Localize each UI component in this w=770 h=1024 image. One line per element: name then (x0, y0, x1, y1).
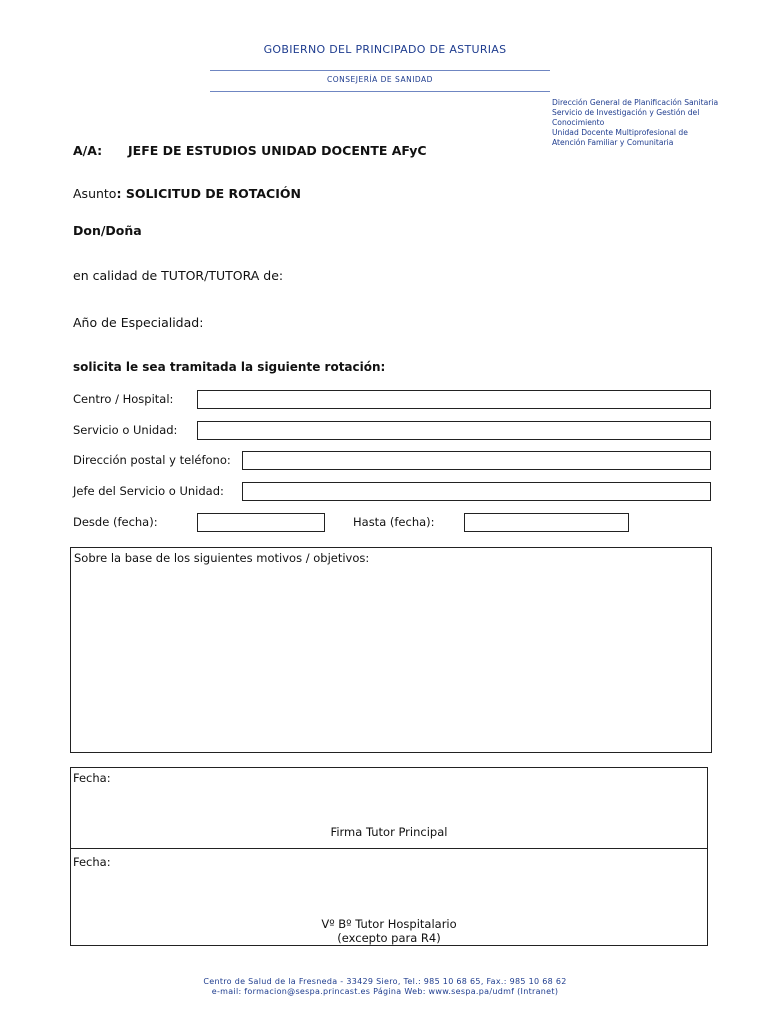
tutor-line: en calidad de TUTOR/TUTORA de: (73, 268, 284, 283)
addressee (73, 143, 427, 158)
footer (0, 977, 770, 997)
header-rule-top (210, 70, 550, 71)
specialty-year: Año de Especialidad: (73, 315, 204, 330)
address-label: Dirección postal y teléfono: (73, 453, 231, 467)
subject-value: : SOLICITUD DE ROTACIÓN (116, 186, 301, 201)
signatures-box (70, 767, 708, 946)
service-label: Servicio o Unidad: (73, 423, 178, 437)
footer-address: Centro de Salud de la Fresneda - 33429 Siero, Tel.: 985 10 68 65, Fax.: 985 10 68 62 (203, 977, 567, 986)
addressee-prefix: A/A: (73, 143, 103, 158)
direction-line: Unidad Docente Multiprofesional de (552, 128, 688, 137)
tutor-principal-signature: Firma Tutor Principal (330, 825, 448, 839)
department-title: CONSEJERÍA DE SANIDAD (327, 75, 433, 84)
tutor-hospital-signature: Vº Bº Tutor Hospitalario (321, 917, 457, 931)
service-input[interactable] (197, 421, 711, 440)
address-input[interactable] (242, 451, 711, 470)
center-label: Centro / Hospital: (73, 392, 174, 406)
motives-label: Sobre la base de los siguientes motivos / objetivos: (74, 551, 370, 565)
government-title: GOBIERNO DEL PRINCIPADO DE ASTURIAS (263, 43, 507, 56)
direction-line: Atención Familiar y Comunitaria (552, 138, 674, 147)
motives-textarea[interactable] (70, 547, 712, 753)
subject-line (73, 186, 301, 201)
footer-contact: e-mail: formacion@sespa.princast.es Página Web: www.sespa.pa/udmf (Intranet) (211, 987, 559, 996)
to-date-label: Hasta (fecha): (353, 515, 435, 529)
head-label: Jefe del Servicio o Unidad: (73, 484, 224, 498)
signatures-divider (71, 848, 707, 849)
subject-label: Asunto (73, 186, 117, 201)
from-date-input[interactable] (197, 513, 325, 532)
request-heading: solicita le sea tramitada la siguiente rotación: (73, 360, 386, 374)
to-date-input[interactable] (464, 513, 629, 532)
applicant-label: Don/Doña (73, 223, 142, 238)
direction-line: Dirección General de Planificación Sanitaria (552, 98, 719, 107)
header-rule-bottom (210, 91, 550, 92)
date-label-2: Fecha: (73, 855, 111, 869)
direction-line: Servicio de Investigación y Gestión del (552, 108, 700, 117)
addressee-name: JEFE DE ESTUDIOS UNIDAD DOCENTE AFyC (128, 143, 427, 158)
tutor-hospital-note: (excepto para R4) (337, 931, 441, 945)
direction-line: Conocimiento (552, 118, 605, 127)
head-input[interactable] (242, 482, 711, 501)
center-input[interactable] (197, 390, 711, 409)
date-label-1: Fecha: (73, 771, 111, 785)
from-date-label: Desde (fecha): (73, 515, 158, 529)
direction-block (552, 98, 767, 148)
